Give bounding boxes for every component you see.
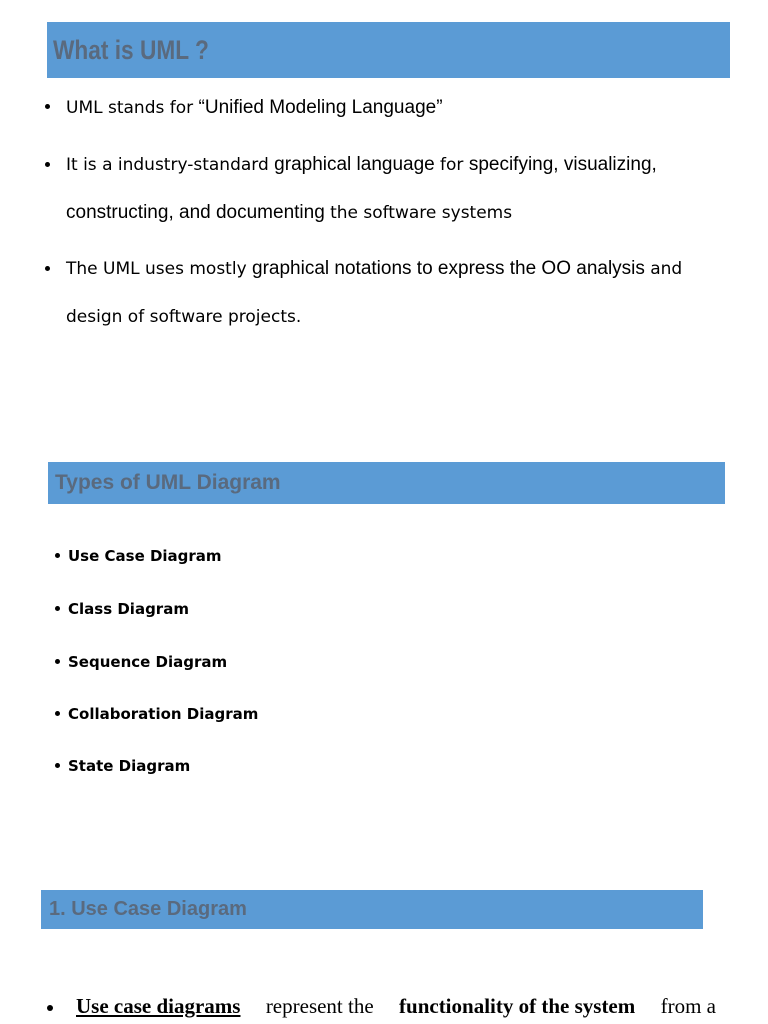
list-item-continuation bbox=[66, 203, 512, 223]
use-case-paragraph bbox=[76, 994, 716, 1019]
text-fragment: graphical notations to express the OO analysis bbox=[252, 258, 651, 279]
list-item: Collaboration Diagram bbox=[68, 705, 259, 723]
list-item: Class Diagram bbox=[68, 600, 189, 618]
text-fragment: specifying, visualizing, bbox=[468, 154, 657, 175]
text-fragment: from a bbox=[660, 994, 716, 1018]
list-item bbox=[66, 98, 443, 118]
list-item: Use Case Diagram bbox=[68, 547, 222, 565]
list-item bbox=[66, 259, 682, 279]
section-title-text: Types of UML Diagram bbox=[55, 471, 281, 494]
section-title-types-of-uml-diagram bbox=[48, 462, 725, 504]
list-item bbox=[66, 155, 657, 175]
list-item: State Diagram bbox=[68, 757, 191, 775]
section-title-use-case-diagram bbox=[41, 890, 703, 929]
text-fragment: for bbox=[440, 155, 469, 175]
section-title-what-is-uml bbox=[47, 22, 730, 78]
bullet-dot bbox=[47, 1005, 53, 1011]
list-item: Sequence Diagram bbox=[68, 653, 228, 671]
text-fragment: Use case diagrams bbox=[76, 994, 241, 1018]
bullet-dot bbox=[45, 162, 50, 167]
bullet-dot bbox=[55, 711, 60, 716]
text-fragment: “Unified Modeling Language” bbox=[198, 97, 443, 118]
text-fragment: and bbox=[650, 259, 683, 279]
bullet-dot bbox=[45, 104, 50, 109]
bullet-dot bbox=[45, 266, 50, 271]
text-fragment: the software systems bbox=[330, 203, 513, 223]
section-title-text: 1. Use Case Diagram bbox=[49, 898, 247, 920]
text-fragment: graphical language bbox=[274, 154, 441, 175]
text-fragment: UML stands for bbox=[66, 98, 199, 118]
text-fragment: represent the bbox=[265, 994, 374, 1018]
list-item-continuation bbox=[66, 307, 301, 327]
bullet-dot bbox=[55, 763, 60, 768]
bullet-dot bbox=[55, 606, 60, 611]
section-title-text: What is UML ? bbox=[53, 34, 209, 65]
text-fragment: It is a industry-standard bbox=[66, 155, 275, 175]
bullet-dot bbox=[55, 659, 60, 664]
text-fragment: design of software projects. bbox=[66, 307, 302, 327]
text-fragment: functionality of the system bbox=[399, 994, 636, 1018]
bullet-dot bbox=[55, 553, 60, 558]
text-fragment: constructing, and documenting bbox=[66, 202, 331, 223]
text-fragment: The UML uses mostly bbox=[66, 259, 253, 279]
